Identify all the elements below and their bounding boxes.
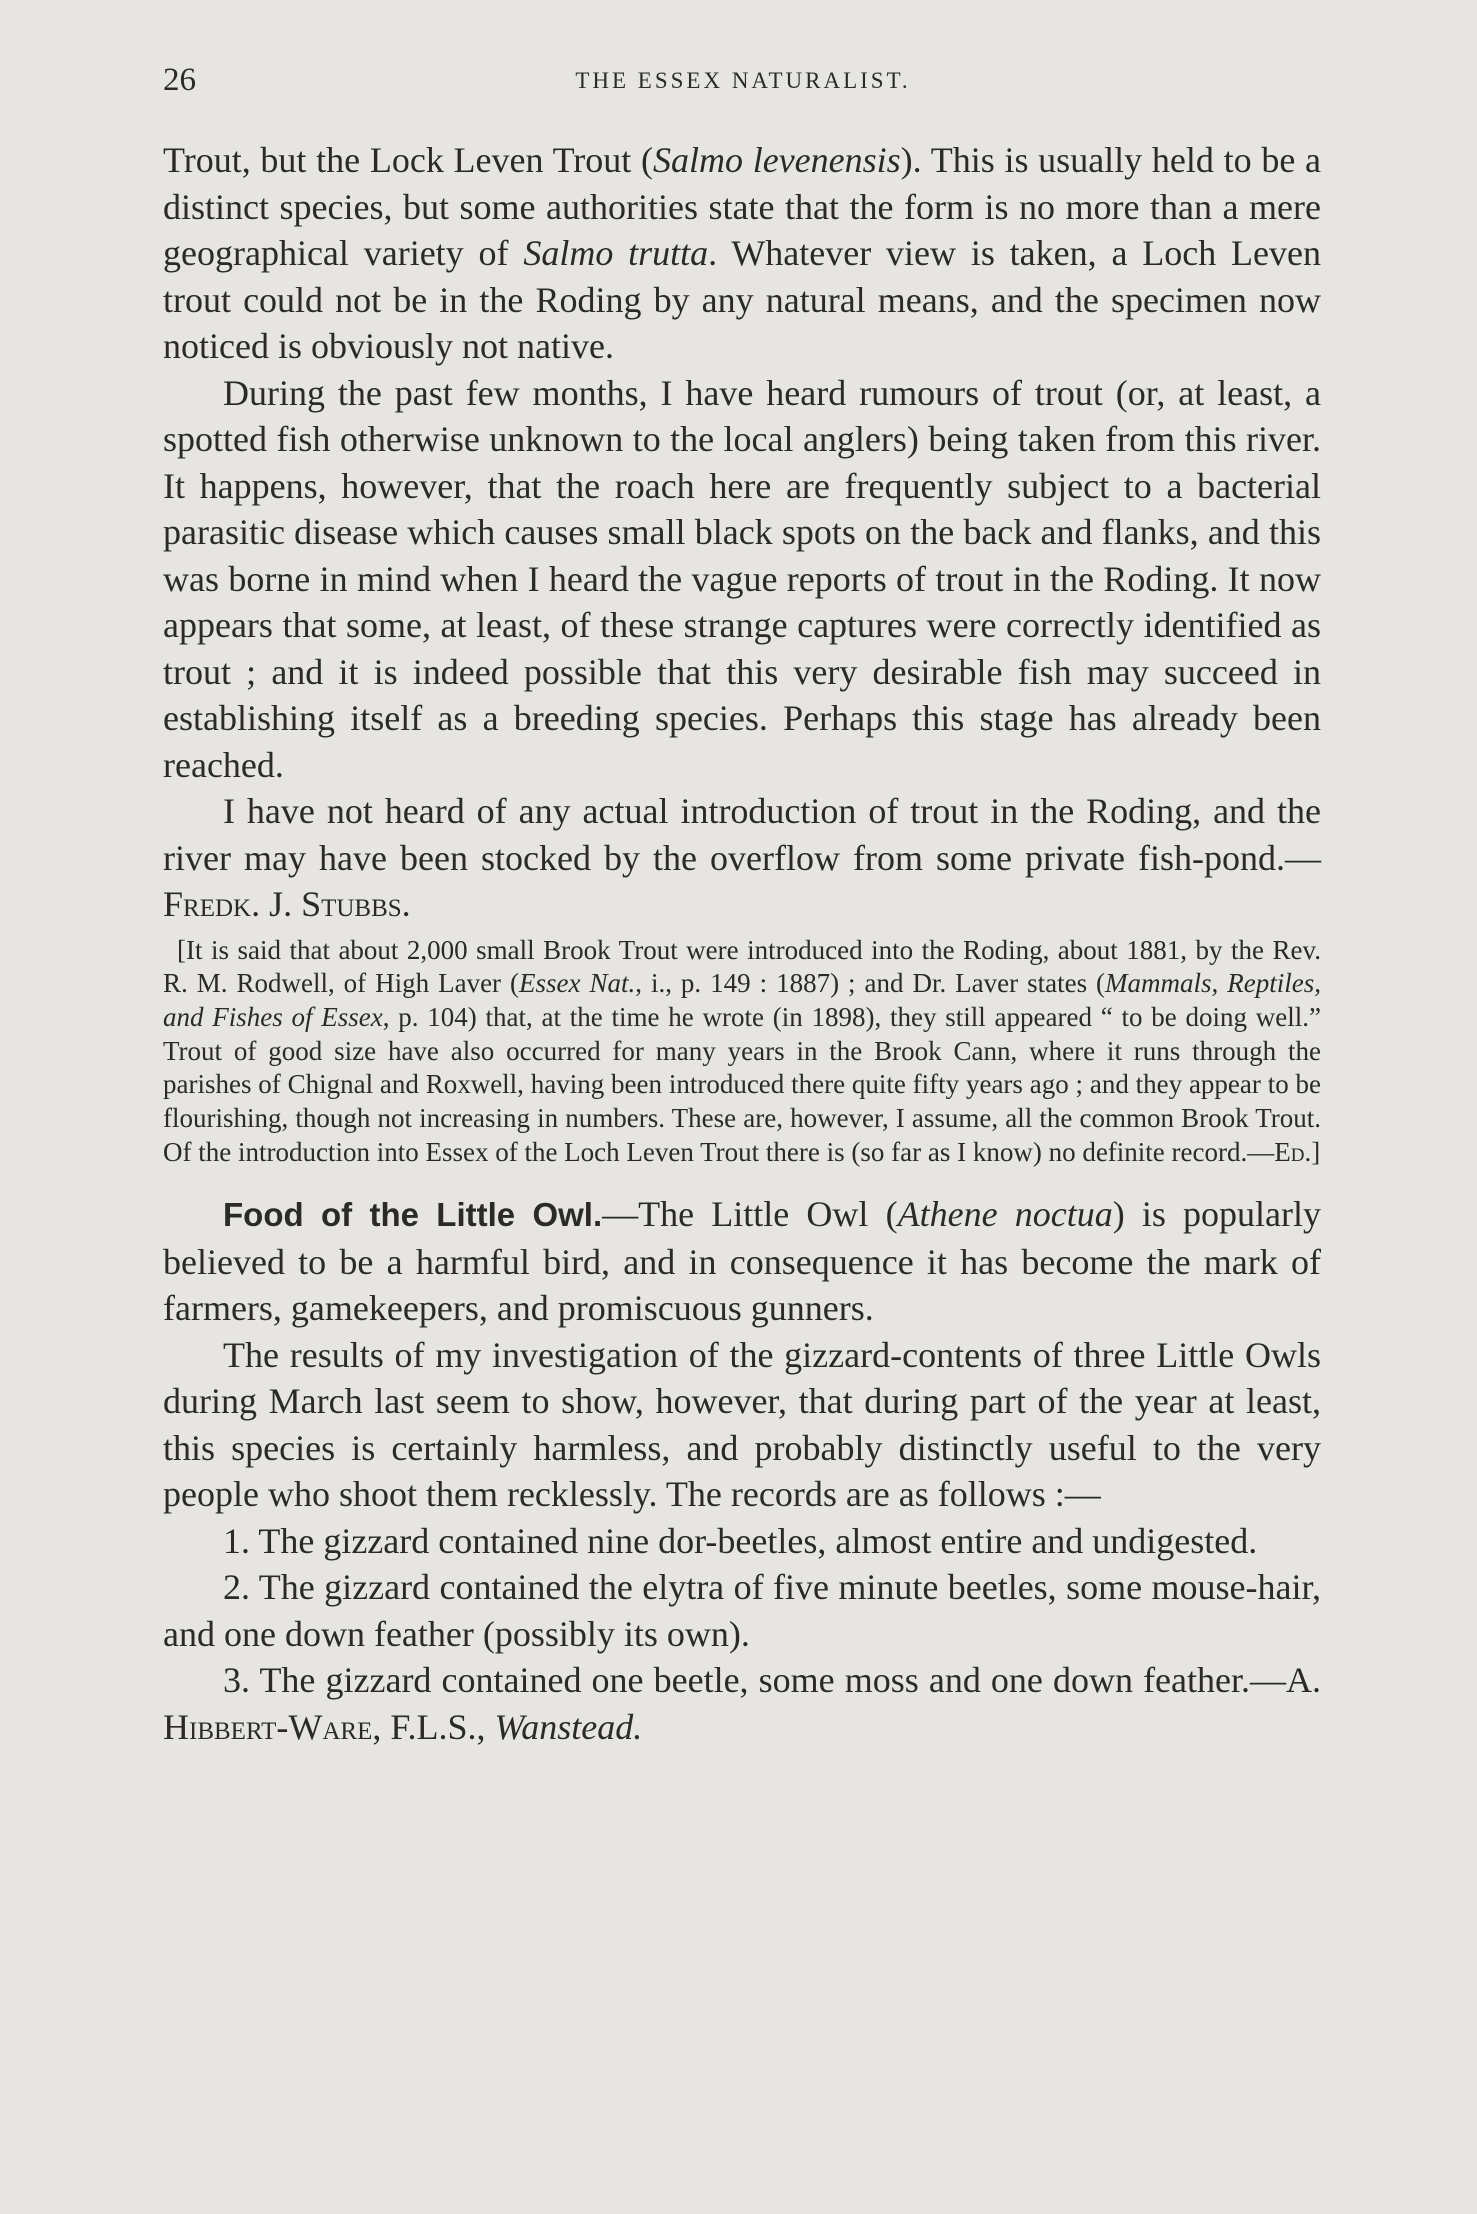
author-signature: Fredk. J. Stubbs. <box>163 884 411 924</box>
list-item: 3. The gizzard contained one beetle, some moss and one down feather.—A. Hibbert-Ware, F.L.S., Wanstead. <box>163 1660 1321 1747</box>
section-heading: Food of the Little Owl. <box>223 1196 603 1234</box>
page-body <box>163 137 1321 1750</box>
list-item: 1. The gizzard contained nine dor-beetles, almost entire and undigested. <box>223 1520 1258 1561</box>
trout-paragraph-3: I have not heard of any actual introduction of trout in the Roding, and the river may have been stocked by the overflow from some private fish-pond.—Fredk. J. Stubbs. <box>163 791 1321 924</box>
page-number: 26 <box>163 62 196 98</box>
running-head: THE ESSEX NATURALIST. <box>575 68 911 93</box>
editor-note: [It is said that about 2,000 small Brook Trout were introduced into the Roding, about 1881, by the Rev. R. M. Rodwell, of High Laver (Essex Nat., i., p. 149 : 1887) ; and Dr. Laver states (Mammals, Reptiles, and Fishes of Essex, p. 104) that, at the time he wrote (in 1898), they still appeared “ to be doing well.” Trout of good size have also occurred for many years in the Brook Cann, where it runs through the parishes of Chignal and Roxwell, having been introduced there quite fifty years ago ; and they appear to be flourishing, though not increasing in numbers. These are, however, I assume, all the common Brook Trout. Of the introduction into Essex of the Loch Leven Trout there is (so far as I know) no definite record.—Ed.] <box>163 934 1321 1167</box>
trout-paragraph-1: Trout, but the Lock Leven Trout (Salmo levenensis). This is usually held to be a distinct species, but some authorities state that the form is no more than a mere geographical variety of Salmo trutta. Whatever view is taken, a Loch Leven trout could not be in the Roding by any natural means, and the specimen now noticed is obviously not native. <box>163 140 1322 366</box>
owl-paragraph-1: Food of the Little Owl.—The Little Owl (Athene noctua) is popularly believed to be a harmful bird, and in consequence it has become the mark of farmers, gamekeepers, and promiscuous gunners. <box>163 1194 1322 1329</box>
list-item: 2. The gizzard contained the elytra of five minute beetles, some mouse-hair, and one down feather (possibly its own). <box>163 1567 1321 1654</box>
author-signature: A. Hibbert-Ware, F.L.S., <box>163 1660 1321 1747</box>
owl-paragraph-2: The results of my investigation of the gizzard-contents of three Little Owls during March last seem to show, however, that during part of the year at least, this species is certainly harmless, and probably distinctly useful to the very people who shoot them recklessly. The records are as follows :— <box>163 1334 1321 1515</box>
trout-paragraph-2: During the past few months, I have heard rumours of trout (or, at least, a spotted fish otherwise unknown to the local anglers) being taken from this river. It happens, however, that the roach here are frequently subject to a bacterial parasitic disease which causes small black spots on the back and flanks, and this was borne in mind when I heard the vague reports of trout in the Roding. It now appears that some, at least, of these strange captures were correctly identified as trout ; and it is indeed possible that this very desirable fish may succeed in establishing itself as a breeding species. Perhaps this stage has already been reached. <box>163 372 1321 785</box>
author-place: Wanstead. <box>494 1706 643 1747</box>
page-header <box>163 62 1323 102</box>
